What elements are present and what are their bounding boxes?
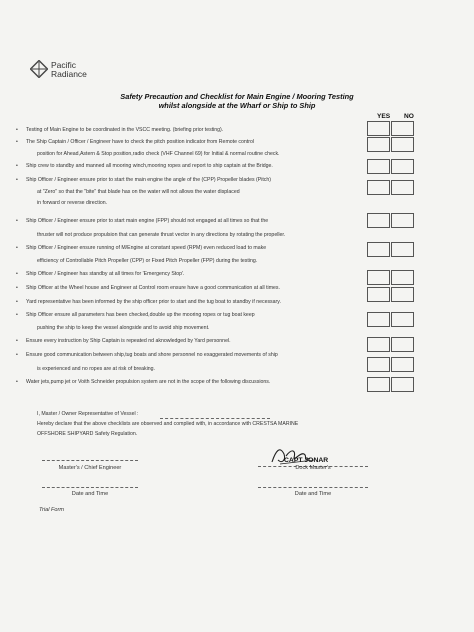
yes-checkbox[interactable] bbox=[367, 121, 390, 136]
item-text: Yard representative has been informed by the ship officer prior to start and the tug boat to standby if necessary. bbox=[26, 299, 281, 305]
yes-checkbox[interactable] bbox=[367, 377, 390, 392]
item-text: Ship Officer at the Wheel house and Engineer at Control room ensure have a good communication at all times. bbox=[26, 285, 280, 291]
no-checkbox[interactable] bbox=[391, 242, 414, 257]
no-checkbox[interactable] bbox=[391, 312, 414, 327]
item-text-continued: in forward or reverse direction. bbox=[37, 200, 108, 206]
item-text-continued: efficiency of Controllable Pitch Propeller (CPP) or Fixed Pitch Propeller (FPP) during the testing. bbox=[37, 258, 258, 264]
no-checkbox[interactable] bbox=[391, 287, 414, 302]
item-text-continued: pushing the ship to keep the vessel alongside and to avoid ship movement. bbox=[37, 325, 210, 331]
no-checkbox[interactable] bbox=[391, 137, 414, 152]
item-text: Ship Officer / Engineer ensure running of M/Engine at constant speed (RPM) even reduced load to make bbox=[26, 245, 267, 251]
date-time-label-left: Date and Time bbox=[71, 491, 109, 497]
date-time-line-left[interactable] bbox=[42, 487, 138, 488]
yes-checkbox[interactable] bbox=[367, 159, 390, 174]
page-title: Safety Precaution and Checklist for Main Engine / Mooring Testing bbox=[120, 92, 354, 101]
no-checkbox[interactable] bbox=[391, 357, 414, 372]
yes-checkbox[interactable] bbox=[367, 312, 390, 327]
item-text-continued: is experienced and no ropes are at risk of breaking. bbox=[37, 366, 155, 372]
yes-checkbox[interactable] bbox=[367, 270, 390, 285]
list-item: • Ensure every instruction by Ship Captain is repeated nd aknowledged by Yard personnel. bbox=[16, 338, 231, 344]
item-text: Testing of Main Engine to be coordinated in the VSCC meeting. (briefing prior testing). bbox=[26, 127, 224, 133]
list-item: • Ship Officer / Engineer ensure prior to start main engine (FPP) should not engaged at all times so that the bbox=[16, 218, 269, 224]
logo-text bbox=[51, 61, 87, 79]
list-item: • Testing of Main Engine to be coordinated in the VSCC meeting. (briefing prior testing). bbox=[16, 127, 224, 133]
no-checkbox[interactable] bbox=[391, 180, 414, 195]
no-checkbox[interactable] bbox=[391, 270, 414, 285]
logo-line-2: Radiance bbox=[51, 69, 87, 79]
date-time-line-right[interactable] bbox=[258, 487, 368, 488]
item-text-continued: thruster will not produce propulsion that can generate thrust vector in any directions by rotating the propeller. bbox=[37, 232, 286, 238]
list-item: • Ship Officer at the Wheel house and Engineer at Control room ensure have a good communication at all times. bbox=[16, 285, 280, 291]
no-checkbox[interactable] bbox=[391, 159, 414, 174]
page-subtitle: whilst alongside at the Wharf or Ship to Ship bbox=[158, 101, 316, 110]
yes-column-header: YES bbox=[377, 113, 391, 120]
item-text: Ensure good communication between ship,tug boats and shore personnel no exaggerated movements of ship bbox=[26, 352, 278, 358]
list-item: • Ship crew to standby and manned all mooring winch,mooring ropes and report to ship captain at the Bridge. bbox=[16, 163, 273, 169]
list-item: • The Ship Captain / Officer / Engineer have to check the pitch position indicator from Remote control bbox=[16, 139, 254, 145]
logo-line-1: Pacific bbox=[51, 60, 77, 70]
item-text: The Ship Captain / Officer / Engineer have to check the pitch position indicator from Remote control bbox=[26, 139, 254, 145]
no-checkbox[interactable] bbox=[391, 337, 414, 352]
declaration-line-2: Hereby declare that the above checklists are observed and complied with, in accordance with CRESTSA MARINE bbox=[37, 421, 299, 427]
item-text: Ensure every instruction by Ship Captain is repeated nd aknowledged by Yard personnel. bbox=[26, 338, 231, 344]
date-time-label-right: Date and Time bbox=[294, 491, 332, 497]
declaration-line-3: OFFSHORE SHIPYARD Safety Regulation. bbox=[37, 431, 138, 437]
list-item: • Ensure good communication between ship,tug boats and shore personnel no exaggerated movements of ship bbox=[16, 352, 278, 358]
company-logo bbox=[30, 60, 90, 86]
item-text: Ship Officer / Engineer ensure prior to start main engine (FPP) should not engaged at all times so that the bbox=[26, 218, 269, 224]
vessel-name-field[interactable] bbox=[160, 418, 270, 419]
pacific-radiance-logo-icon bbox=[30, 60, 48, 78]
item-text: Water jets,pump jet or Voith Schneider propulsion system are not in the scope of the following discussions. bbox=[26, 379, 271, 385]
yes-checkbox[interactable] bbox=[367, 337, 390, 352]
list-item: • Ship Officer / Engineer ensure running of M/Engine at constant speed (RPM) even reduced load to make bbox=[16, 245, 267, 251]
trial-form-label: Trial Form bbox=[39, 507, 65, 513]
item-text: Ship Officer / Engineer has standby at all times for 'Emergency Stop'. bbox=[26, 271, 185, 277]
master-signature-line[interactable] bbox=[42, 460, 138, 461]
list-item: • Ship Officer ensure all parameters has been checked,double up the mooring ropes or tug boat keep bbox=[16, 312, 255, 318]
item-text: Ship Officer ensure all parameters has been checked,double up the mooring ropes or tug boat keep bbox=[26, 312, 255, 318]
no-checkbox[interactable] bbox=[391, 213, 414, 228]
yes-checkbox[interactable] bbox=[367, 242, 390, 257]
captain-name: CAPT JONAR bbox=[284, 457, 329, 464]
list-item: • Ship Officer / Engineer ensure prior to start the main engine the angle of the (CPP) Propeller blades (Pitch) bbox=[16, 177, 271, 183]
yes-checkbox[interactable] bbox=[367, 180, 390, 195]
yes-checkbox[interactable] bbox=[367, 357, 390, 372]
item-text-continued: at "Zero" so that the "bite" that blade has on the water will not allows the water displaced bbox=[37, 189, 240, 195]
list-item: • Ship Officer / Engineer has standby at all times for 'Emergency Stop'. bbox=[16, 271, 185, 277]
master-signature-label: Master's / Chief Engineer bbox=[58, 465, 122, 471]
yes-checkbox[interactable] bbox=[367, 287, 390, 302]
no-checkbox[interactable] bbox=[391, 377, 414, 392]
yes-checkbox[interactable] bbox=[367, 137, 390, 152]
item-text: Ship Officer / Engineer ensure prior to start the main engine the angle of the (CPP) Propeller blades (Pitch) bbox=[26, 177, 271, 183]
item-text: Ship crew to standby and manned all mooring winch,mooring ropes and report to ship captain at the Bridge. bbox=[26, 163, 273, 169]
yes-checkbox[interactable] bbox=[367, 213, 390, 228]
no-column-header: NO bbox=[404, 113, 414, 120]
item-text-continued: position for Ahead,Astern & Stop position,radio check (VHF Channel 69) for Initial & normal routine check. bbox=[37, 151, 280, 157]
no-checkbox[interactable] bbox=[391, 121, 414, 136]
list-item: • Water jets,pump jet or Voith Schneider propulsion system are not in the scope of the following discussions. bbox=[16, 379, 271, 385]
declaration-line-1: I, Master / Owner Representative of Vessel : bbox=[37, 411, 139, 417]
dock-master-label: Dock Master's bbox=[295, 465, 331, 471]
list-item: • Yard representative has been informed by the ship officer prior to start and the tug boat to standby if necessary. bbox=[16, 299, 281, 305]
